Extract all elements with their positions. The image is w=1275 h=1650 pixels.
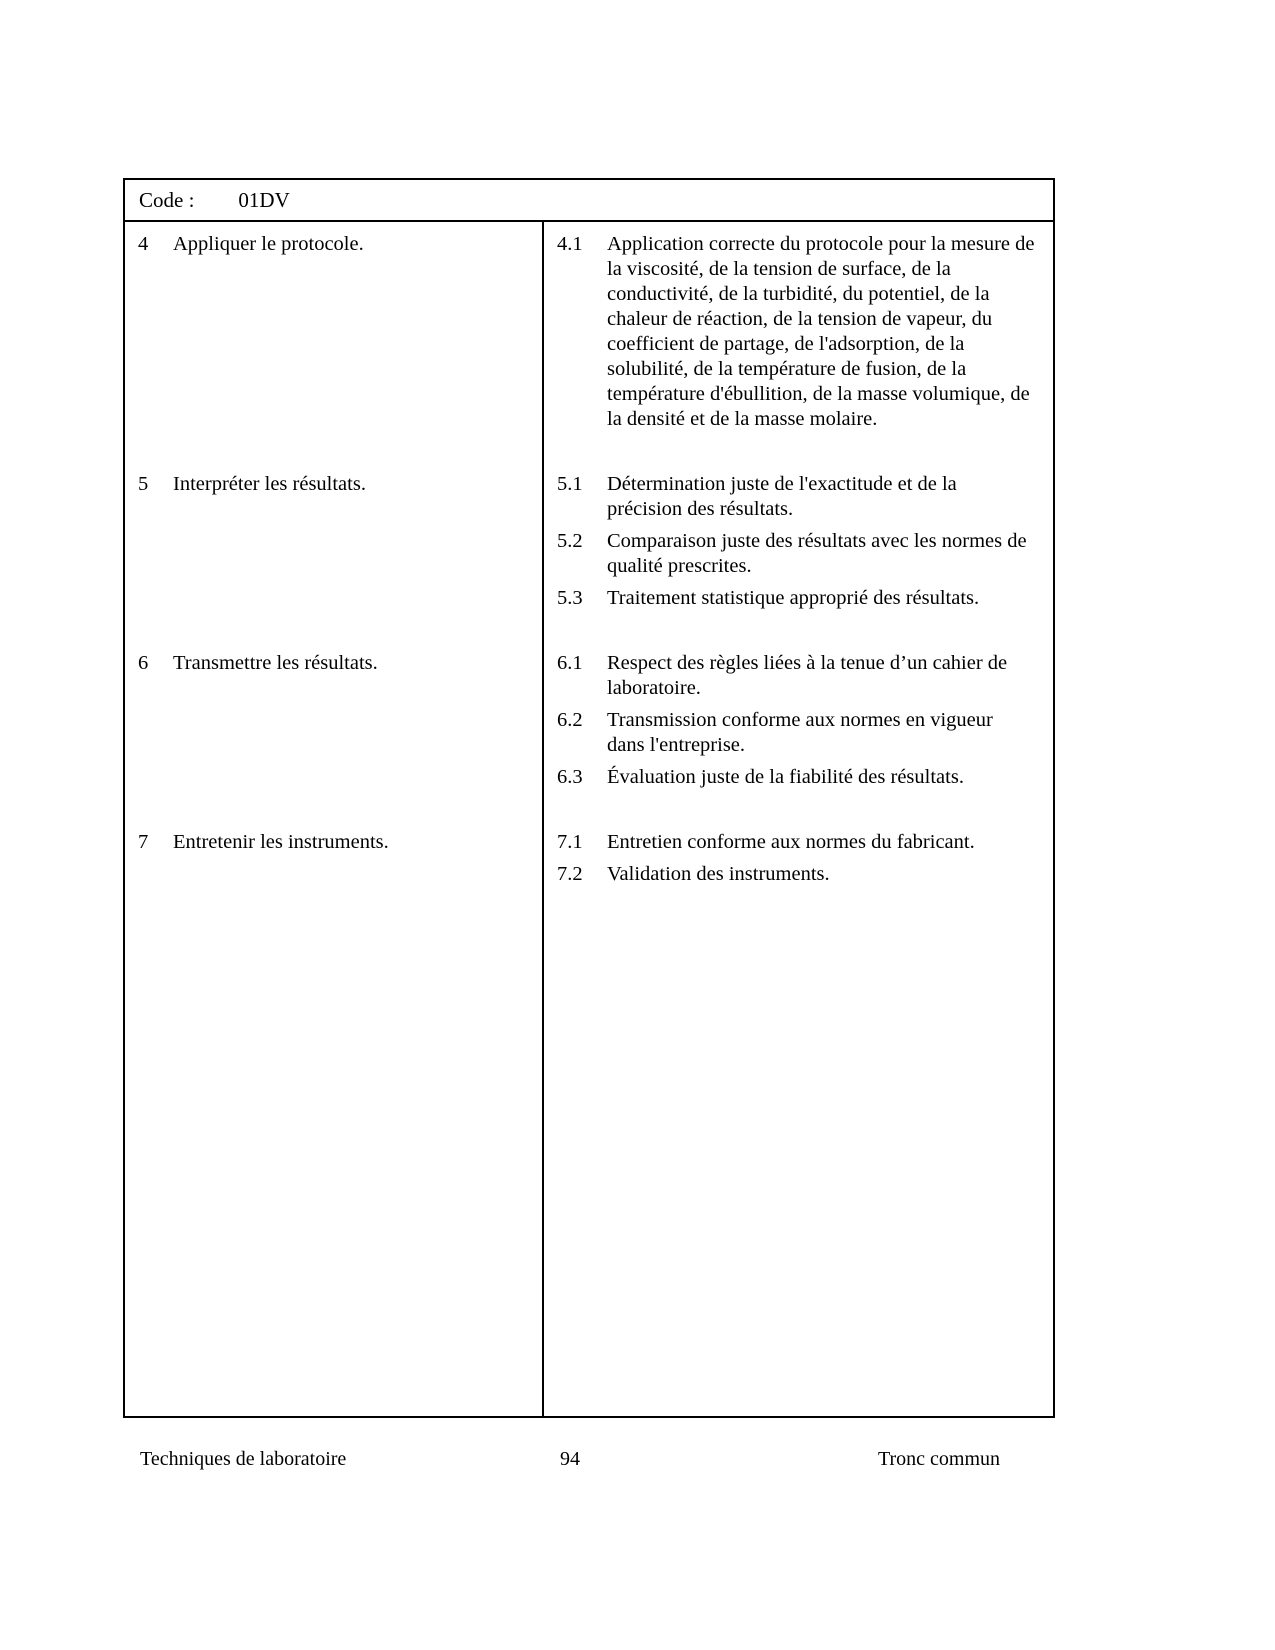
criterion	[557, 708, 1035, 758]
criterion-text: Évaluation juste de la fiabilité des résultats.	[607, 766, 964, 788]
criterion-number: 5.2	[557, 530, 583, 552]
criteria-cell	[542, 651, 1053, 790]
criterion-text: Comparaison juste des résultats avec les normes de qualité prescrites.	[607, 530, 1027, 577]
competency-cell	[125, 651, 542, 790]
criterion-text: Traitement statistique approprié des résultats.	[607, 587, 980, 609]
criterion-number: 5.3	[557, 587, 583, 609]
criterion-text: Application correcte du protocole pour la mesure de la viscosité, de la tension de surface, de la conductivité, de la turbidité, du potentiel, de la chaleur de réaction, de la tension de vapeur, du coefficient de partage, de l'adsorption, de la solubilité, de la température de fusion, de la température d'ébullition, de la masse volumique, de la densité et de la masse molaire.	[607, 233, 1035, 430]
competency-number: 7	[138, 831, 149, 853]
footer-document-title: Techniques de laboratoire	[140, 1448, 347, 1470]
criterion-number: 7.1	[557, 831, 583, 853]
page-footer	[0, 1448, 1275, 1474]
competency-number: 4	[138, 233, 149, 255]
criteria-cell	[542, 232, 1053, 432]
table-row	[125, 232, 1053, 432]
criteria-cell	[542, 830, 1053, 887]
table-row	[125, 830, 1053, 887]
footer-section-label: Tronc commun	[878, 1448, 1001, 1470]
competency-table	[123, 178, 1055, 1418]
criterion-number: 7.2	[557, 863, 583, 885]
criterion-number: 6.3	[557, 766, 583, 788]
criterion	[557, 586, 1035, 611]
criterion-number: 6.2	[557, 709, 583, 731]
criterion	[557, 765, 1035, 790]
criterion	[557, 830, 1035, 855]
competency-number: 6	[138, 652, 149, 674]
criterion	[557, 472, 1035, 522]
criterion-number: 5.1	[557, 473, 583, 495]
criteria-cell	[542, 472, 1053, 611]
criterion-text: Validation des instruments.	[607, 863, 830, 885]
column-divider	[542, 222, 544, 1416]
code-value: 01DV	[238, 187, 290, 212]
criterion-text: Transmission conforme aux normes en vigueur dans l'entreprise.	[607, 709, 993, 756]
criterion-text: Entretien conforme aux normes du fabricant.	[607, 831, 975, 853]
table-row	[125, 472, 1053, 611]
competency-title: Appliquer le protocole.	[173, 233, 364, 255]
code-label: Code :	[139, 187, 195, 212]
competency-cell	[125, 232, 542, 432]
criterion	[557, 529, 1035, 579]
table-body	[125, 222, 1053, 1416]
table-row	[125, 651, 1053, 790]
competency-cell	[125, 830, 542, 887]
competency-cell	[125, 472, 542, 611]
criterion-text: Respect des règles liées à la tenue d’un cahier de laboratoire.	[607, 652, 1008, 699]
footer-page-number: 94	[560, 1448, 580, 1470]
criterion-number: 6.1	[557, 652, 583, 674]
competency-title: Interpréter les résultats.	[173, 473, 366, 495]
competency-title: Transmettre les résultats.	[173, 652, 378, 674]
criterion-number: 4.1	[557, 233, 583, 255]
criterion	[557, 862, 1035, 887]
criterion	[557, 651, 1035, 701]
table-header	[125, 180, 1053, 222]
competency-number: 5	[138, 473, 149, 495]
criterion-text: Détermination juste de l'exactitude et de la précision des résultats.	[607, 473, 957, 520]
criterion	[557, 232, 1035, 432]
competency-title: Entretenir les instruments.	[173, 831, 389, 853]
